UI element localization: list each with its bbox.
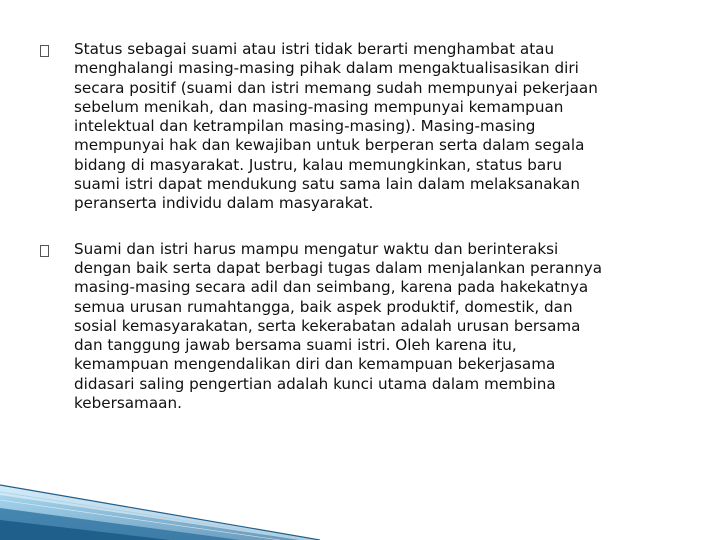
bullet-item-1 [40,40,680,214]
bullet-list [40,40,680,439]
bullet-square-icon [40,45,49,57]
bullet-text-2: Suami dan istri harus mampu mengatur waktu dan berinteraksi dengan baik serta dapat berbagi tugas dalam menjalankan perannya masing-masing secara adil dan seimbang, karena pada hakekatnya semua urusan rumahtangga, baik aspek produktif, domestik, dan sosial kemasyarakatan, serta kekerabatan adalah urusan bersama dan tanggung jawab bersama suami istri. Oleh karena itu, kemampuan mengendalikan diri dan kemampuan bekerjasama didasari saling pengertian adalah kunci utama dalam membina kebersamaan. [74,239,603,413]
bullet-square-icon [40,245,49,257]
bullet-text-1: Status sebagai suami atau istri tidak berarti menghambat atau menghalangi masing-masing pihak dalam mengaktualisasikan diri secara positif (suami dan istri memang sudah mempunyai pekerjaan sebelum menikah, dan masing-masing mempunyai kemampuan intelektual dan ketrampilan masing-masing). Masing-masing mempunyai hak dan kewajiban untuk berperan serta dalam segala bidang di masyarakat. Justru, kalau memungkinkan, status baru suami istri dapat mendukung satu sama lain dalam melaksanakan peranserta individu dalam masyarakat. [74,40,598,213]
bullet-item-2 [40,240,680,414]
corner-wave-decoration [0,440,320,540]
